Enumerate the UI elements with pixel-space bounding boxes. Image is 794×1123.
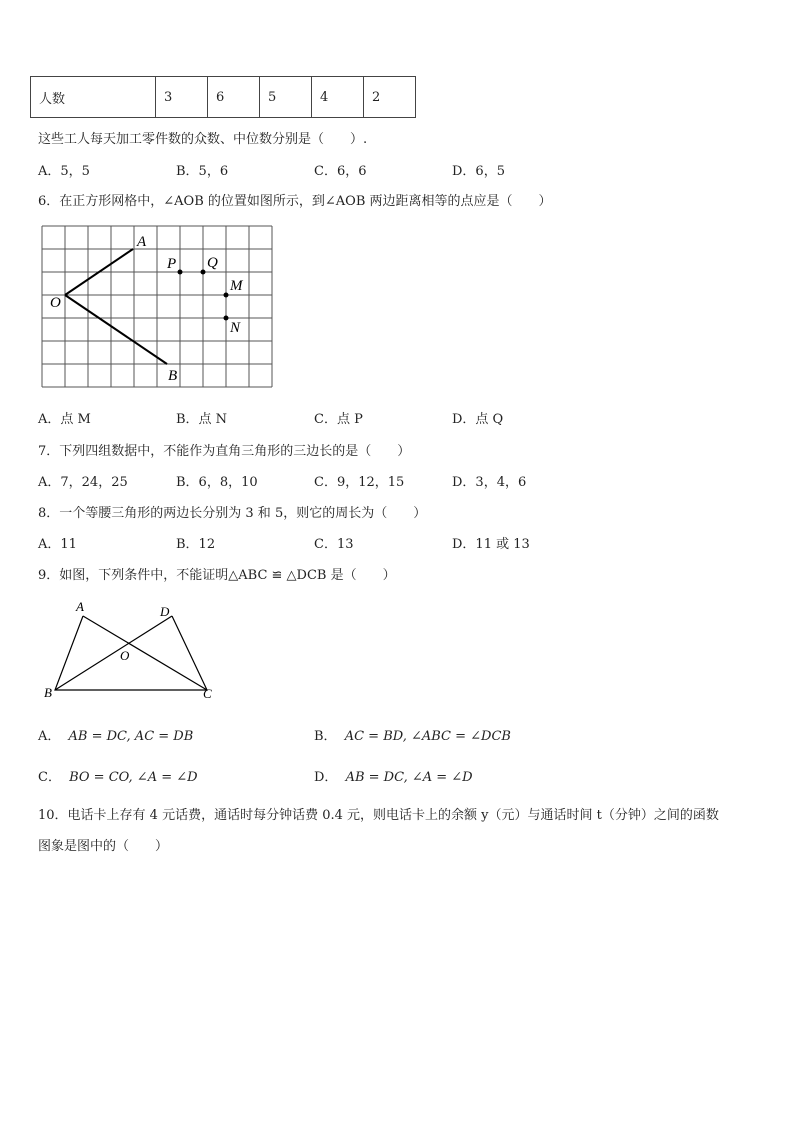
label-c: C <box>203 686 212 701</box>
q8-option-c: C．13 <box>314 537 354 552</box>
table-cell: 4 <box>312 77 364 118</box>
option-letter: A． <box>38 729 61 744</box>
option-expression: AB = DC, AC = DB <box>68 729 194 744</box>
label-b: B <box>44 685 52 700</box>
table-cell: 2 <box>364 77 416 118</box>
table-cell: 6 <box>208 77 260 118</box>
q7-option-a: A．7，24，25 <box>38 475 128 490</box>
label-d: D <box>160 604 170 619</box>
q8-option-b: B．12 <box>176 537 216 552</box>
label-b: B <box>168 368 178 384</box>
point-q <box>201 270 206 275</box>
option-expression: AC = BD, ∠ABC = ∠DCB <box>344 729 511 744</box>
question-10-line-2: 图象是图中的（ ） <box>38 839 169 854</box>
point-n <box>224 316 229 321</box>
question-8-stem: 8．一个等腰三角形的两边长分别为 3 和 5，则它的周长为（ ） <box>38 506 427 521</box>
question-6-stem: 6．在正方形网格中，∠AOB 的位置如图所示，到∠AOB 两边距离相等的点应是（ ） <box>38 194 552 209</box>
label-m: M <box>230 278 243 294</box>
label-a: A <box>137 234 147 250</box>
q6-option-b: B．点 N <box>176 412 228 427</box>
q9-option-b <box>314 725 511 744</box>
table-cell: 5 <box>260 77 312 118</box>
label-n: N <box>230 320 241 336</box>
triangle-figure <box>36 596 226 706</box>
q6-option-c: C．点 P <box>314 412 363 427</box>
q5-option-d: D．6，5 <box>452 164 505 179</box>
table-row <box>31 77 416 118</box>
question-5-stem: 这些工人每天加工零件数的众数、中位数分别是（ ）. <box>38 132 368 147</box>
label-q: Q <box>207 255 218 271</box>
q5-option-a: A．5，5 <box>38 164 90 179</box>
option-letter: D． <box>314 770 338 785</box>
count-table <box>30 76 416 118</box>
square-grid <box>42 226 272 387</box>
q6-option-d: D．点 Q <box>452 412 504 427</box>
segment-ac <box>83 616 207 690</box>
label-o: O <box>50 295 61 311</box>
q6-option-a: A．点 M <box>38 412 91 427</box>
angle-grid-figure <box>36 220 281 392</box>
option-expression: BO = CO, ∠A = ∠D <box>69 770 198 785</box>
option-letter: B． <box>314 729 337 744</box>
label-p: P <box>167 256 177 272</box>
q5-option-c: C．6，6 <box>314 164 367 179</box>
table-cell: 3 <box>156 77 208 118</box>
q5-option-b: B．5，6 <box>176 164 229 179</box>
point-m <box>224 293 229 298</box>
q9-option-d <box>314 766 473 785</box>
option-letter: C． <box>38 770 61 785</box>
q7-option-b: B．6，8，10 <box>176 475 258 490</box>
q7-option-d: D．3，4，6 <box>452 475 527 490</box>
q8-option-d: D．11 或 13 <box>452 537 530 552</box>
label-a: A <box>76 599 84 614</box>
outer-segments <box>55 616 207 690</box>
point-p <box>178 270 183 275</box>
ray-ob <box>65 295 167 364</box>
q9-option-c <box>38 766 198 785</box>
option-expression: AB = DC, ∠A = ∠D <box>345 770 473 785</box>
question-7-stem: 7．下列四组数据中，不能作为直角三角形的三边长的是（ ） <box>38 444 411 459</box>
table-row-label: 人数 <box>31 77 156 118</box>
q8-option-a: A．11 <box>38 537 77 552</box>
question-9-stem: 9．如图，下列条件中，不能证明△ABC ≌ △DCB 是（ ） <box>38 568 396 583</box>
question-10-line-1: 10．电话卡上存有 4 元话费，通话时每分钟话费 0.4 元，则电话卡上的余额 y（元）与通话时间 t（分钟）之间的函数 <box>38 808 719 823</box>
segment-db <box>55 616 172 690</box>
q9-option-a <box>38 725 193 744</box>
label-o: O <box>120 648 130 663</box>
q7-option-c: C．9，12，15 <box>314 475 405 490</box>
